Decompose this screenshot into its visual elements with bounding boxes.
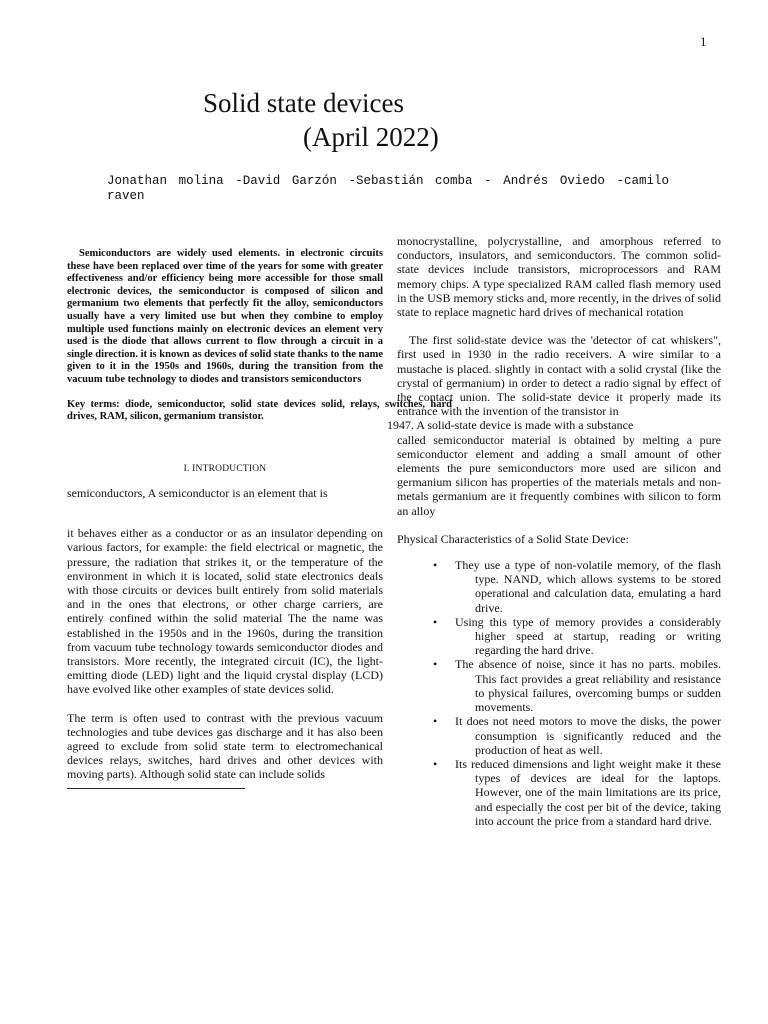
footnote-rule [67, 788, 245, 789]
subheading-physical-characteristics: Physical Characteristics of a Solid State Device: [397, 531, 629, 546]
right-column [387, 234, 721, 828]
keywords-tail: 1947. A solid-state device is made with a substance [387, 418, 634, 433]
list-item: • Its reduced dimensions and light weight make it these types of devices are ideal for the laptops. However, one of the main limitations are its price, and especially the cost per bit of the device, taking into account the price from a standard hard drive. [433, 757, 721, 828]
list-item: • The absence of noise, since it has no parts. mobiles. This fact provides a great reliability and resistance to physical failures, overcoming bumps or sudden movements. [433, 657, 721, 714]
right-paragraph-3: called semiconductor material is obtained by melting a pure semiconductor element and adding a small amount of other elements the pure semiconductors more used are silicon and germanium silicon has properties of the materials metals and non-metals germanium are it frequently combines with silicon to form an alloy [397, 432, 721, 518]
title-line-2: (April 2022) [303, 122, 439, 152]
list-item: • It does not need motors to move the disks, the power consumption is significantly reduced and the production of heat as well. [433, 714, 721, 757]
list-item: • Using this type of memory provides a considerably higher speed at startup, reading or writing regarding the hard drive. [433, 615, 721, 658]
author-list: Jonathan molina -David Garzón -Sebastián comba - Andrés Oviedo -camilo raven [107, 174, 669, 203]
list-item: • They use a type of non-volatile memory, of the flash type. NAND, which allows systems to be stored operational and calculation data, emulating a hard drive. [433, 558, 721, 615]
intro-paragraph-3: The term is often used to contrast with the previous vacuum technologies and tube devices gas discharge and it has also been agreed to exclude from solid state term to electromechanical devices relays, switches, hard drives and other devices with moving parts). Although solid state can include solids [67, 710, 383, 782]
section-heading-introduction: I. INTRODUCTION [183, 463, 267, 474]
intro-paragraph-1: semiconductors, A semiconductor is an element that is [67, 485, 328, 500]
right-paragraph-2: The first solid-state device was the 'detector of cat whiskers", first used in 1930 in the radio receivers. A wire similar to a mustache is placed. slightly in contact with a solid crystal (like the crystal of germanium) in order to detect a radio signal by effect of the contact union. The solid-state device it properly made its entrance with the invention of the transistor in [397, 333, 721, 419]
keywords-label: Key terms: diode, semiconductor, solid state devices solid, relays, switches, hard drives, RAM, silicon, germanium transistor. [67, 398, 452, 423]
right-paragraph-1: monocrystalline, polycrystalline, and amorphous referred to conductors, insulators, and semiconductors. The common solid-state devices include transistors, microprocessors and RAM memory chips. A type specialized RAM called flash memory used in the USB memory sticks and, more recently, in the drives of solid state to replace magnetic hard drives of mechanical rotation [397, 234, 721, 320]
feature-list [397, 558, 721, 828]
title-line-1: Solid state devices [203, 88, 404, 118]
abstract [67, 248, 383, 387]
left-column [67, 248, 452, 789]
page-number: 1 [700, 34, 707, 49]
intro-paragraph-2: it behaves either as a conductor or as an insulator depending on various factors, for example: the field electrical or magnetic, the pressure, the radiation that strikes it, or the temperature of the environment in which it is located, solid state electronics deals with those circuits or devices built entirely from solid materials and in the ones that electrons, or other charge carriers, are entirely confined within the solid material The the name was established in the 1950s and in the 1960s, during the transition from vacuum tube technology towards semiconductor diodes and transistors. More recently, the integrated circuit (IC), the light-emitting diode (LED) light and the liquid crystal display (LCD) have evolved like other examples of state devices solid. [67, 526, 383, 697]
abstract-text: Semiconductors are widely used elements. in electronic circuits these have been replaced over time of the years for some with greater effectiveness and/or efficiency being more accessible for those small electronic devices, the semiconductor is composed of silicon and germanium two elements that perfectly fit the alloy, semiconductors usually have a very limited use but when they combine to employ multiple used functions mainly on electronic devices an element very used is the diode that allows current to flow through a circuit in a single direction. it is known as devices of solid state thanks to the name given to it in the 1950s and 1960s, during the transition from the vacuum tube technology to diodes and transistors semiconductors [67, 248, 383, 385]
